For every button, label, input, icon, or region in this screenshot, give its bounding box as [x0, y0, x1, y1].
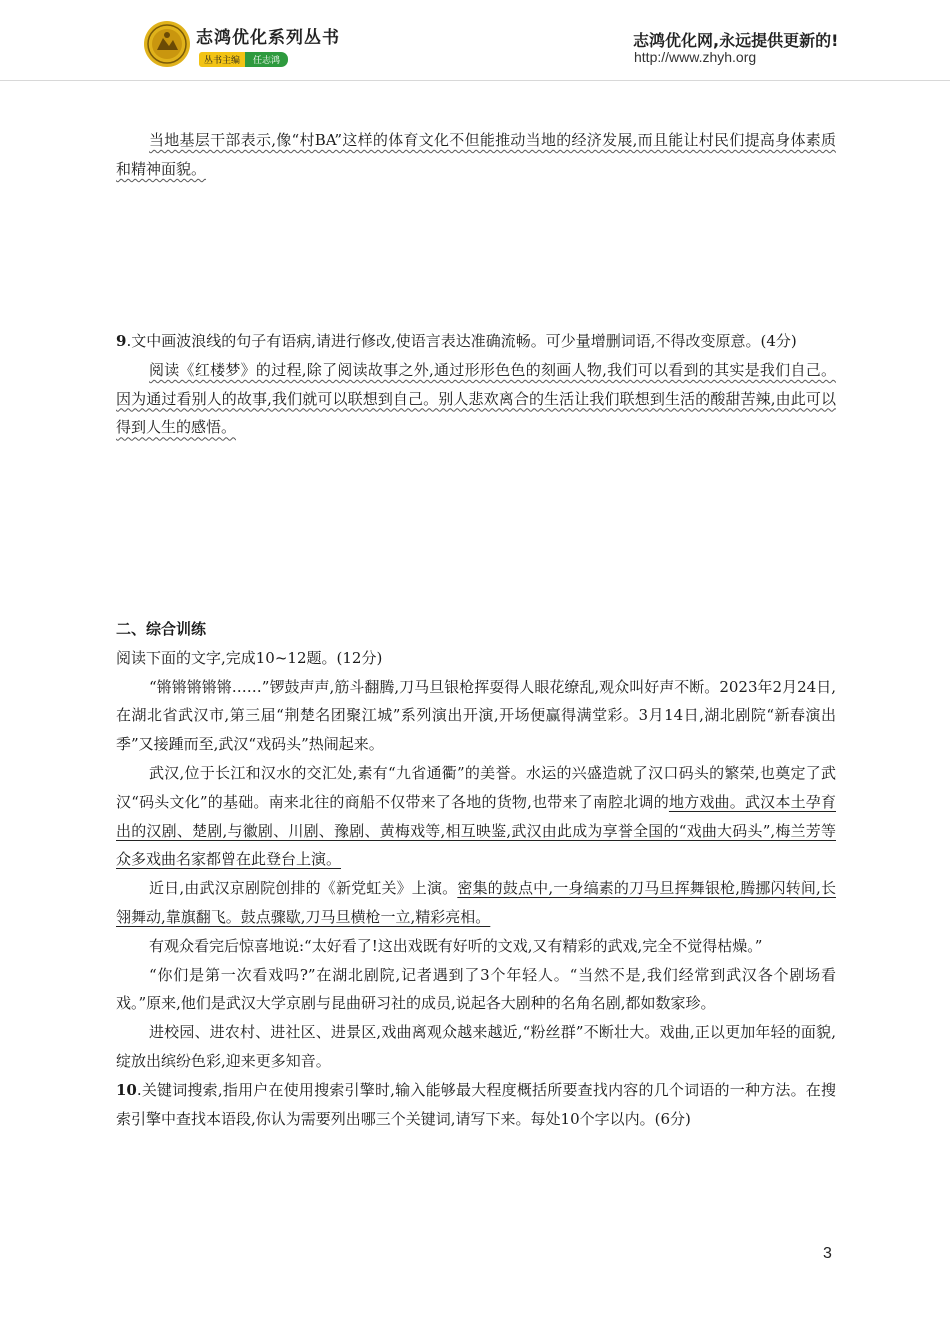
- section-2: [116, 615, 836, 1133]
- question-text: .关键词搜索,指用户在使用搜索引擎时,输入能够最大程度概括所要查找内容的几个词语的一种方法。在搜索引擎中查找本语段,你认为需要列出哪三个关键词,请写下来。每处10个字以内。(6分): [116, 1080, 836, 1128]
- paragraph: “锵锵锵锵锵……”锣鼓声声,筋斗翻腾,刀马旦银枪挥耍得人眼花缭乱,观众叫好声不断。2023年2月24日,在湖北省武汉市,第三届“荆楚名团聚江城”系列演出开演,开场便赢得满堂彩。3月14日,湖北剧院“新春演出季”又接踵而至,武汉“戏码头”热闹起来。: [116, 677, 836, 754]
- question-10: [116, 1076, 836, 1134]
- wavy-sentence: 当地基层干部表示,像“村BA”这样的体育文化不但能推动当地的经济发展,而且能让村民们提高身体素质和精神面貌。: [116, 131, 836, 178]
- question-number: 10: [116, 1080, 137, 1099]
- underlined-sentence: 密集的鼓点中,一身缟素的刀马旦挥舞银枪,腾挪闪转间,长翎舞动,靠旗翻飞。鼓点骤歇,刀马旦横枪一立,精彩亮相。: [116, 879, 836, 926]
- header-divider: [0, 80, 950, 81]
- page-number: 3: [823, 1245, 832, 1262]
- paragraph: 进校园、进农村、进社区、进景区,戏曲离观众越来越近,“粉丝群”不断壮大。戏曲,正以更加年轻的面貌,绽放出缤纷色彩,迎来更多知音。: [116, 1023, 836, 1070]
- underlined-sentence: 地方戏曲。武汉本土孕育出的汉剧、楚剧,与徽剧、川剧、豫剧、黄梅戏等,相互映鉴,武汉由此成为享誉全国的“戏曲大码头”,梅兰芳等众多戏曲名家都曾在此登台上演。: [116, 792, 836, 869]
- paragraph-text: 武汉,位于长江和汉水的交汇处,素有“九省通衢”的美誉。水运的兴盛造就了汉口码头的繁荣,也奠定了武汉“码头文化”的基础。南来北往的商船不仅带来了各地的货物,也带来了南腔北调的: [116, 763, 836, 811]
- editor-name: 任志鸿: [245, 52, 288, 67]
- paragraph-text: 近日,由武汉京剧院创排的《新党虹关》上演。: [149, 879, 458, 898]
- question-prompt: [116, 327, 836, 356]
- paragraph: [116, 126, 836, 184]
- page-header: [0, 0, 950, 90]
- question-number: 9: [116, 332, 127, 350]
- paragraph: [116, 759, 836, 874]
- paragraph: “你们是第一次看戏吗?”在湖北剧院,记者遇到了3个年轻人。“当然不是,我们经常到武汉各个剧场看戏。”原来,他们是武汉大学京剧与昆曲研习社的成员,说起各大剧种的名角名剧,都如数家珍。: [116, 965, 836, 1013]
- wavy-sentence: 阅读《红楼梦》的过程,除了阅读故事之外,通过形形色色的刻画人物,我们可以看到的其实是我们自己。因为通过看别人的故事,我们就可以联想到自己。别人悲欢离合的生活让我们联想到生活的酸甜苦辣,由此可以得到人生的感悟。: [116, 360, 836, 437]
- site-slogan: 志鸿优化网,永远提供更新的!: [633, 31, 839, 50]
- reading-instruction: 阅读下面的文字,完成10~12题。(12分): [116, 648, 383, 667]
- editor-label: 丛书主编: [199, 52, 245, 67]
- question-text: .文中画波浪线的句子有语病,请进行修改,使语言表达准确流畅。可少量增删词语,不得改变原意。(4分): [126, 332, 797, 350]
- section-heading: 二、综合训练: [116, 620, 207, 638]
- site-url[interactable]: http://www.zhyh.org: [634, 49, 757, 65]
- paragraph: 有观众看完后惊喜地说:“太好看了!这出戏既有好听的文戏,又有精彩的武戏,完全不觉得枯燥。”: [149, 936, 763, 955]
- paragraph: [116, 356, 836, 442]
- passage-top: [116, 126, 836, 184]
- question-9: [116, 327, 836, 442]
- seal-emblem-icon: [143, 20, 191, 68]
- editor-badge: [199, 48, 288, 66]
- series-title: 志鸿优化系列丛书: [196, 28, 340, 48]
- paragraph: [116, 874, 836, 932]
